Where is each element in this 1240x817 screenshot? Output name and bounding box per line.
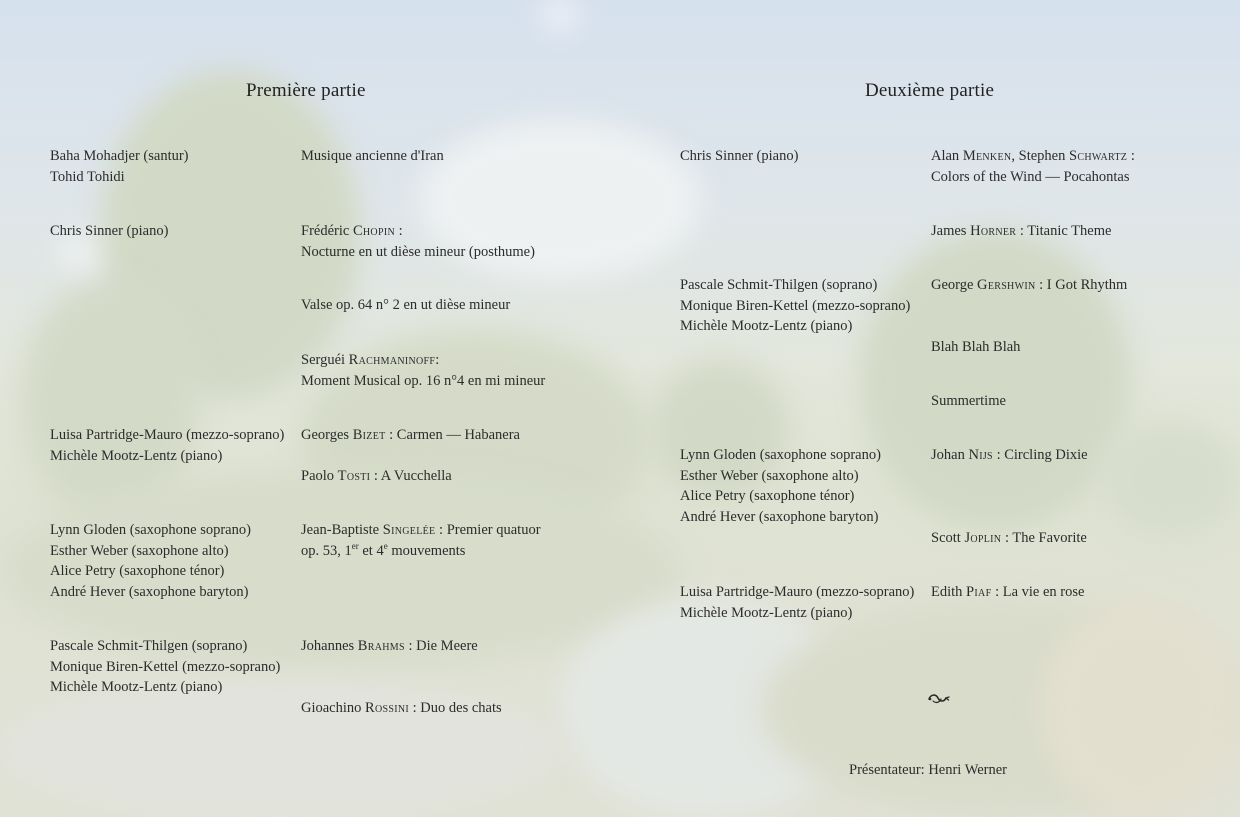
- work-line: Valse op. 64 n° 2 en ut dièse mineur: [301, 297, 511, 313]
- work-line: [301, 541, 541, 562]
- performer-line: Luisa Partridge-Mauro (mezzo-soprano): [680, 584, 915, 600]
- work-title: : Die Meere: [404, 638, 478, 654]
- performer-line: Esther Weber (saxophone alto): [680, 467, 859, 484]
- composer-first-name: Johan: [931, 447, 969, 463]
- composer-surname: Joplin: [964, 530, 1002, 546]
- composer-surname: Nijs: [968, 447, 993, 463]
- composer-surname: Brahms: [357, 638, 405, 654]
- work-item: [301, 146, 444, 167]
- work-item: [931, 221, 1111, 242]
- performer-line: Chris Sinner (piano): [50, 223, 169, 239]
- work-item: [301, 350, 545, 391]
- composer-first-name: George: [931, 277, 978, 293]
- composer-surname: Tosti: [337, 468, 371, 484]
- separator: :: [435, 352, 440, 368]
- performer-group: [680, 275, 910, 337]
- performer-line: Michèle Mootz-Lentz (piano): [50, 447, 223, 464]
- work-title: : Circling Dixie: [992, 447, 1088, 463]
- work-item: [301, 221, 535, 262]
- work-item: [931, 582, 1084, 603]
- performer-line: Luisa Partridge-Mauro (mezzo-soprano): [50, 427, 285, 443]
- work-item: [931, 146, 1135, 187]
- work-item: [301, 425, 520, 446]
- performer-line: Michèle Mootz-Lentz (piano): [680, 318, 853, 335]
- first-part-heading: Première partie: [246, 80, 366, 101]
- performer-line: André Hever (saxophone baryton): [50, 583, 249, 600]
- composer-first-name: Alan: [931, 148, 963, 164]
- work-title: : La vie en rose: [991, 584, 1085, 600]
- performer-group: [680, 582, 914, 623]
- composer-surname: Menken: [962, 148, 1012, 164]
- composer-surname: Rachmaninoff: [348, 352, 436, 368]
- presenter-credit: Présentateur: Henri Werner: [849, 762, 1007, 778]
- performer-group: [50, 221, 168, 242]
- performer-line: Baha Mohadjer (santur): [50, 148, 189, 164]
- work-line: Colors of the Wind — Pocahontas: [931, 168, 1130, 185]
- composer-first-name: Johannes: [301, 638, 358, 654]
- work-line: Nocturne en ut dièse mineur (posthume): [301, 243, 535, 260]
- composer-surname: Gershwin: [977, 277, 1036, 293]
- performer-group: [50, 146, 189, 187]
- work-text: mouvements: [387, 542, 466, 559]
- composer-first-name: Paolo: [301, 468, 338, 484]
- composer-first-name: Serguéi: [301, 352, 349, 368]
- composer-line: [301, 221, 535, 242]
- fleuron-icon: [927, 690, 951, 706]
- work-title: : Duo des chats: [409, 700, 502, 716]
- performer-line: Alice Petry (saxophone ténor): [50, 563, 225, 580]
- composer-surname: Piaf: [966, 584, 992, 600]
- performer-group: [50, 636, 280, 698]
- performer-line: Alice Petry (saxophone ténor): [680, 488, 855, 505]
- performer-line: Esther Weber (saxophone alto): [50, 542, 229, 559]
- second-part-heading: Deuxième partie: [865, 80, 995, 101]
- performer-line: Pascale Schmit-Thilgen (soprano): [50, 638, 248, 654]
- performer-group: [50, 425, 284, 466]
- performer-group: [680, 445, 881, 527]
- work-item: [931, 391, 1006, 412]
- work-title: : The Favorite: [1001, 530, 1087, 546]
- composer-line: [301, 350, 545, 371]
- composer-surname: Rossini: [365, 700, 410, 716]
- work-item: [931, 528, 1087, 549]
- performer-group: [680, 146, 798, 167]
- work-item: [301, 295, 510, 316]
- composer-surname: Chopin: [352, 223, 395, 239]
- performer-line: Tohid Tohidi: [50, 168, 125, 185]
- work-line: Blah Blah Blah: [931, 339, 1021, 355]
- work-item: [931, 445, 1088, 466]
- composer-surname: Schwartz: [1068, 148, 1128, 164]
- work-text: op. 53, 1: [301, 542, 352, 559]
- work-title: : Premier quatuor: [435, 522, 541, 538]
- ordinal-suffix: er: [351, 540, 359, 551]
- work-item: [301, 520, 541, 561]
- work-item: [301, 698, 502, 719]
- work-title: : Titanic Theme: [1016, 223, 1112, 239]
- work-title: : Carmen — Habanera: [385, 427, 520, 443]
- composer-first-name: James: [931, 223, 971, 239]
- performer-line: Chris Sinner (piano): [680, 148, 799, 164]
- composer-first-name: Gioachino: [301, 700, 366, 716]
- work-item: [301, 636, 478, 657]
- composer-first-name: Scott: [931, 530, 965, 546]
- performer-line: André Hever (saxophone baryton): [680, 508, 879, 525]
- work-line: Summertime: [931, 393, 1006, 409]
- composer-surname: Horner: [970, 223, 1017, 239]
- performer-line: Lynn Gloden (saxophone soprano): [680, 447, 881, 463]
- work-item: [931, 275, 1127, 296]
- performer-line: Monique Biren-Kettel (mezzo-soprano): [50, 658, 281, 675]
- composer-surname: Singelée: [382, 522, 436, 538]
- work-line: Musique ancienne d'Iran: [301, 148, 444, 164]
- work-text: et 4: [358, 542, 384, 559]
- composer-first-name: Edith: [931, 584, 967, 600]
- work-title: : I Got Rhythm: [1035, 277, 1128, 293]
- composer-first-name: Georges: [301, 427, 353, 443]
- separator: :: [394, 223, 403, 239]
- separator: , Stephen: [1011, 148, 1069, 164]
- performer-line: Lynn Gloden (saxophone soprano): [50, 522, 251, 538]
- work-title: : A Vucchella: [370, 468, 452, 484]
- performer-line: Michèle Mootz-Lentz (piano): [50, 679, 223, 696]
- work-item: [301, 466, 452, 487]
- composer-surname: Bizet: [352, 427, 386, 443]
- performer-line: Pascale Schmit-Thilgen (soprano): [680, 277, 878, 293]
- performer-group: [50, 520, 251, 602]
- ordinal-suffix: e: [383, 540, 388, 551]
- work-item: [931, 337, 1020, 358]
- performer-line: Monique Biren-Kettel (mezzo-soprano): [680, 297, 911, 314]
- composer-first-name: Frédéric: [301, 223, 353, 239]
- performer-line: Michèle Mootz-Lentz (piano): [680, 604, 853, 621]
- work-line: Moment Musical op. 16 n°4 en mi mineur: [301, 372, 546, 389]
- separator: :: [1127, 148, 1135, 164]
- composer-first-name: Jean-Baptiste: [301, 522, 383, 538]
